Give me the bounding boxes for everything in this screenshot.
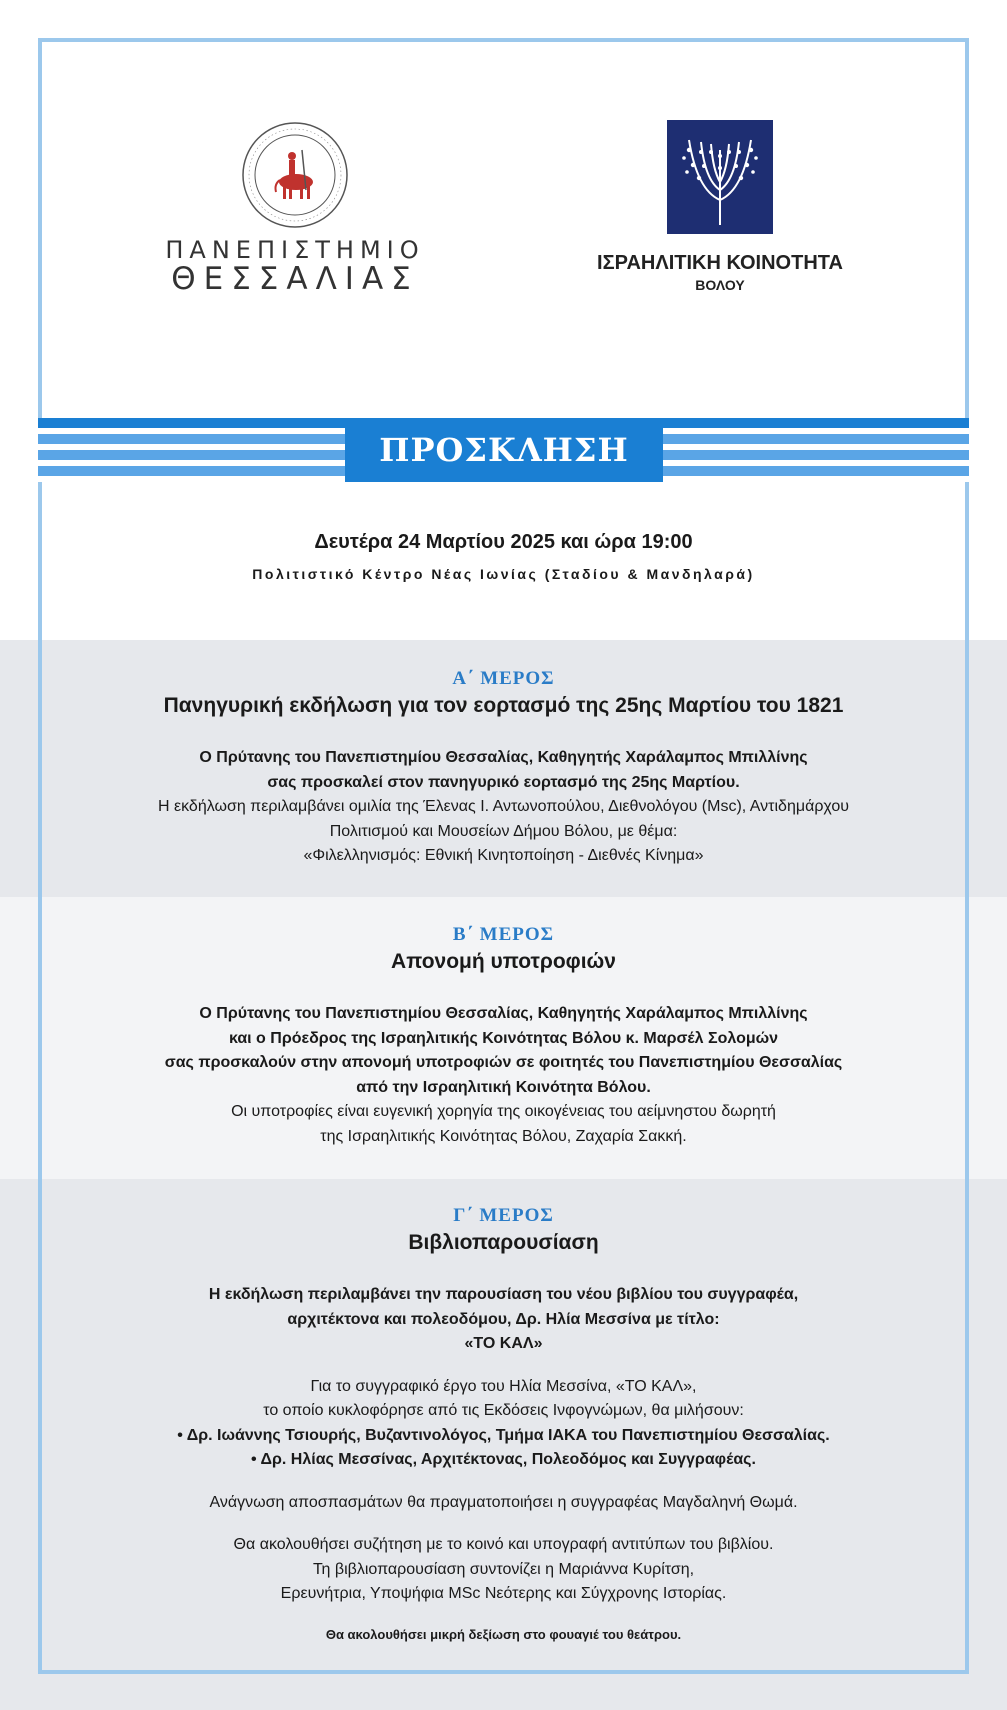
community-city: ΒΟΛΟΥ bbox=[695, 277, 745, 293]
community-name: ΙΣΡΑΗΛΙΤΙΚΗ ΚΟΙΝΟΤΗΤΑ bbox=[597, 252, 843, 274]
part-c-speakers-intro-1: Για το συγγραφικό έργο του Ηλία Μεσσίνα, «ΤΟ ΚΑΛ», bbox=[310, 1377, 697, 1395]
invitation-title: ΠΡΟΣΚΛΗΣΗ bbox=[379, 431, 629, 469]
part-b-section bbox=[0, 924, 1007, 1149]
part-a-line-2: Πολιτισμού και Μουσείων Δήμου Βόλου, με θέμα: bbox=[329, 822, 678, 840]
invitation-banner bbox=[345, 418, 663, 482]
centaur-seal-icon bbox=[240, 120, 350, 230]
part-c-intro-1: Η εκδήλωση περιλαμβάνει την παρουσίαση του νέου βιβλίου του συγγραφέα, bbox=[208, 1286, 799, 1303]
closing-note: Θα ακολουθήσει μικρή δεξίωση στο φουαγιέ του θεάτρου. bbox=[325, 1626, 682, 1642]
event-venue: Πολιτιστικό Κέντρο Νέας Ιωνίας (Σταδίου & Μανδηλαρά) bbox=[252, 566, 755, 582]
part-a-line-1: Η εκδήλωση περιλαμβάνει ομιλία της Έλενας Ι. Αντωνοπούλου, Διεθνολόγου (Msc), Αντιδημάρχου bbox=[157, 798, 850, 815]
university-logo bbox=[160, 120, 430, 295]
community-logo bbox=[580, 120, 860, 293]
event-datetime: Δευτέρα 24 Μαρτίου 2025 και ώρα 19:00 bbox=[314, 531, 693, 553]
university-name-line1: ΠΑΝΕΠΙΣΤΗΜΙΟ bbox=[165, 236, 425, 264]
part-c-intro-2: αρχιτέκτονα και πολεοδόμου, Δρ. Ηλία Μεσσίνα με τίτλο: bbox=[287, 1310, 720, 1328]
part-c-discussion-2: Τη βιβλιοπαρουσίαση συντονίζει η Μαριάννα Κυρίτση, bbox=[312, 1560, 695, 1578]
part-c-speakers-intro-2: το οποίο κυκλοφόρησε από τις Εκδόσεις Ινφογνώμων, θα μιλήσουν: bbox=[263, 1402, 744, 1419]
part-a-line-3: «Φιλελληνισμός: Εθνική Κινητοποίηση - Διεθνές Κίνημα» bbox=[303, 847, 704, 864]
part-b-label: Β΄ ΜΕΡΟΣ bbox=[452, 924, 555, 945]
part-a-title: Πανηγυρική εκδήλωση για τον εορτασμό της 25ης Μαρτίου του 1821 bbox=[163, 694, 844, 717]
part-b-bold-3: σας προσκαλούν στην απονομή υποτροφιών σε φοιτητές του Πανεπιστημίου Θεσσαλίας bbox=[164, 1054, 843, 1071]
menorah-tree-icon bbox=[667, 120, 773, 234]
part-b-bold-2: και ο Πρόεδρος της Ισραηλιτικής Κοινότητας Βόλου κ. Μαρσέλ Σολομών bbox=[228, 1029, 779, 1047]
part-b-bold-1: Ο Πρύτανης του Πανεπιστημίου Θεσσαλίας, Καθηγητής Χαράλαμπος Μπιλλίνης bbox=[199, 1005, 808, 1022]
part-c-book-title: «ΤΟ ΚΑΛ» bbox=[464, 1335, 543, 1352]
part-b-title: Απονομή υποτροφιών bbox=[391, 950, 616, 973]
university-name-line2: ΘΕΣΣΑΛΙΑΣ bbox=[171, 261, 419, 297]
part-c-label: Γ΄ ΜΕΡΟΣ bbox=[453, 1205, 554, 1226]
part-c-reading: Ανάγνωση αποσπασμάτων θα πραγματοποιήσει η συγγραφέας Μαγδαληνή Θωμά. bbox=[209, 1493, 798, 1511]
part-a-bold-2: σας προσκαλεί στον πανηγυρικό εορτασμό της 25ης Μαρτίου. bbox=[267, 773, 740, 791]
part-c-discussion-3: Ερευνήτρια, Υποψήφια MSc Νεότερης και Σύγχρονης Ιστορίας. bbox=[280, 1585, 727, 1602]
part-a-bold-1: Ο Πρύτανης του Πανεπιστημίου Θεσσαλίας, Καθηγητής Χαράλαμπος Μπιλλίνης bbox=[199, 749, 808, 766]
part-a-section bbox=[0, 668, 1007, 869]
part-a-label: Α΄ ΜΕΡΟΣ bbox=[452, 668, 555, 689]
logos-header bbox=[0, 110, 1007, 310]
part-c-speaker-1: • Δρ. Ιωάννης Τσιουρής, Βυζαντινολόγος, Τμήμα ΙΑΚΑ του Πανεπιστημίου Θεσσαλίας. bbox=[177, 1426, 830, 1444]
part-c-discussion-1: Θα ακολουθήσει συζήτηση με το κοινό και υπογραφή αντιτύπων του βιβλίου. bbox=[233, 1536, 774, 1553]
part-c-section bbox=[0, 1205, 1007, 1647]
part-c-speaker-2: • Δρ. Ηλίας Μεσσίνας, Αρχιτέκτονας, Πολεοδόμος και Συγγραφέας. bbox=[251, 1451, 756, 1468]
part-b-line-1: Οι υποτροφίες είναι ευγενική χορηγία της οικογένειας του αείμνηστου δωρητή bbox=[231, 1103, 776, 1120]
part-c-title: Βιβλιοπαρουσίαση bbox=[408, 1231, 599, 1254]
part-b-line-2: της Ισραηλιτικής Κοινότητας Βόλου, Ζαχαρία Σακκή. bbox=[320, 1127, 687, 1145]
part-b-bold-4: από την Ισραηλιτική Κοινότητα Βόλου. bbox=[356, 1078, 651, 1096]
